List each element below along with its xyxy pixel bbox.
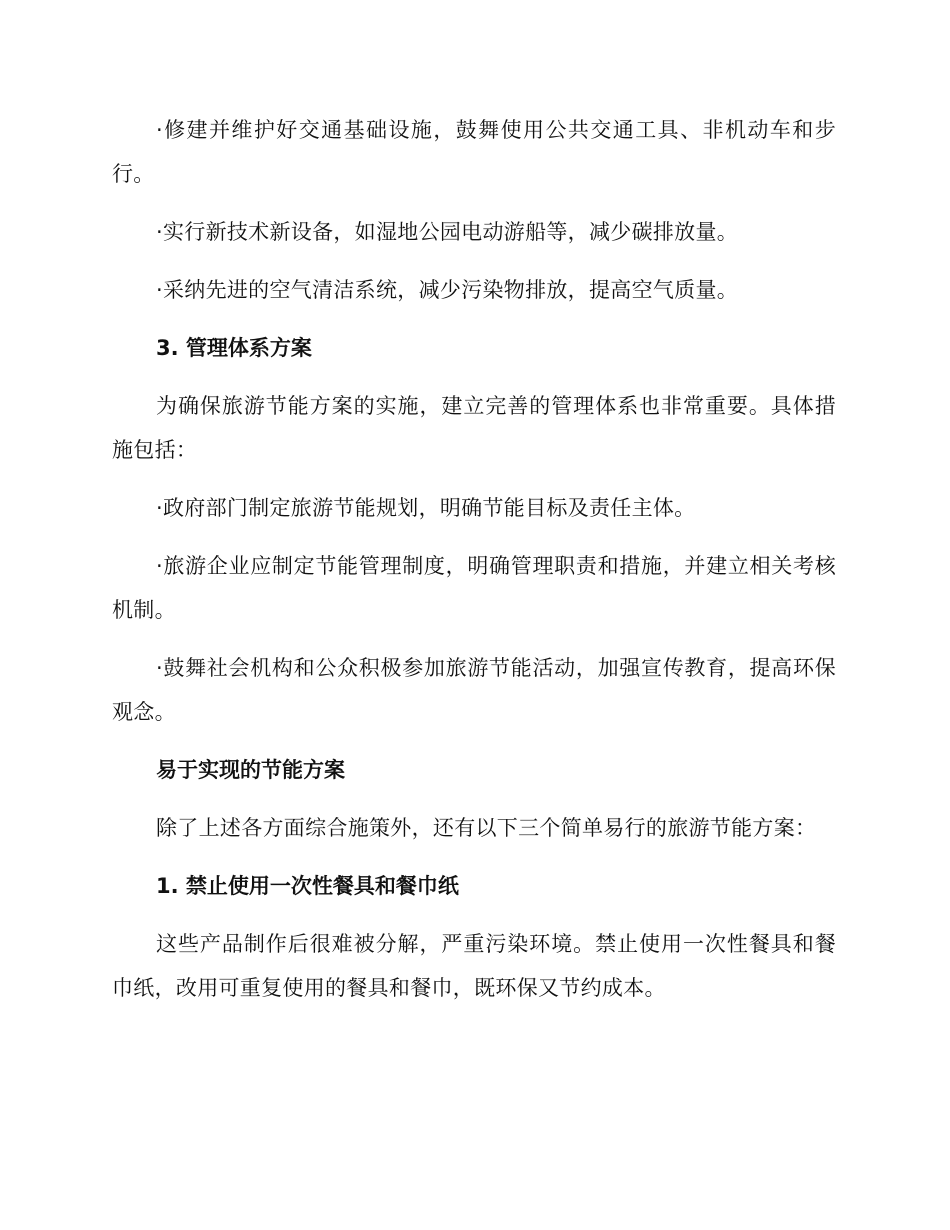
paragraph-management-intro: 为确保旅游节能方案的实施，建立完善的管理体系也非常重要。具体措施包括：	[112, 394, 836, 462]
section-heading-disposable-ban: 1. 禁止使用一次性餐具和餐巾纸	[156, 874, 459, 898]
bullet-public-participation: ·鼓舞社会机构和公众积极参加旅游节能活动，加强宣传教育，提高环保观念。	[112, 656, 836, 724]
bullet-air-cleaning: ·采纳先进的空气清洁系统，减少污染物排放，提高空气质量。	[156, 278, 739, 302]
bullet-transport-infrastructure: ·修建并维护好交通基础设施，鼓舞使用公共交通工具、非机动车和步行。	[112, 118, 836, 186]
bullet-enterprise-management: ·旅游企业应制定节能管理制度，明确管理职责和措施，并建立相关考核机制。	[112, 554, 836, 622]
section-heading-easy-plans: 易于实现的节能方案	[156, 758, 345, 782]
bullet-new-technology: ·实行新技术新设备，如湿地公园电动游船等，减少碳排放量。	[156, 220, 739, 244]
paragraph-disposable-ban: 这些产品制作后很难被分解，严重污染环境。禁止使用一次性餐具和餐巾纸，改用可重复使用的餐具和餐巾，既环保又节约成本。	[112, 932, 836, 1000]
bullet-government-planning: ·政府部门制定旅游节能规划，明确节能目标及责任主体。	[156, 496, 696, 520]
section-heading-management-system: 3. 管理体系方案	[156, 336, 312, 360]
paragraph-easy-plans-intro: 除了上述各方面综合施策外，还有以下三个简单易行的旅游节能方案：	[156, 816, 817, 840]
document-page	[112, 108, 836, 1024]
